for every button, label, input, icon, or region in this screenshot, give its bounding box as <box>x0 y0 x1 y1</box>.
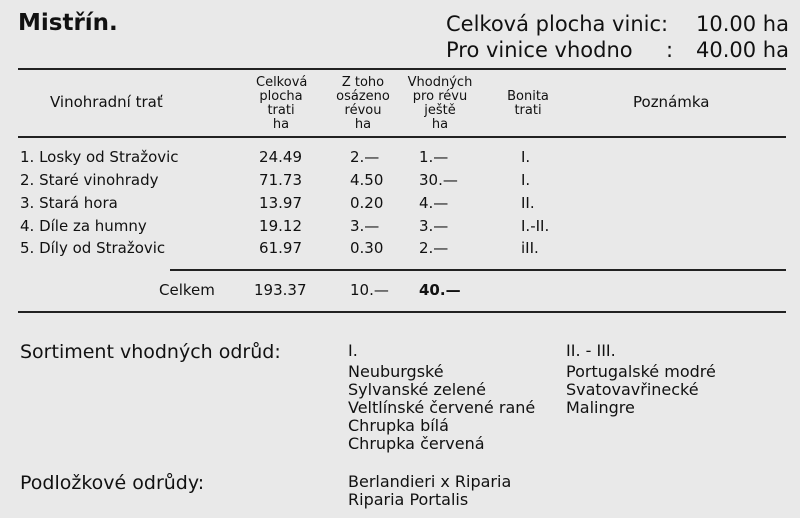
divider-header <box>18 136 786 138</box>
row-planted: 4.50 <box>350 171 384 189</box>
row-bonita: I. <box>521 148 531 166</box>
group1-list <box>348 363 535 453</box>
row-name: 1. Losky od Stražovic <box>20 148 179 166</box>
row-bonita: II. <box>521 194 535 212</box>
rootstock-label: Podložkové odrůdy: <box>20 472 205 494</box>
divider-top <box>18 68 786 70</box>
list-item: Malingre <box>566 398 635 417</box>
row-suitable: 2.— <box>419 239 449 257</box>
divider-total <box>170 269 786 271</box>
divider-bottom <box>18 311 786 313</box>
column-header-note: Poznámka <box>633 93 710 111</box>
list-item: Riparia Portalis <box>348 490 469 509</box>
list-item: Veltlínské červené rané <box>348 398 536 417</box>
list-item: Portugalské modré <box>566 362 716 381</box>
row-planted: 0.30 <box>350 239 384 257</box>
row-suitable: 1.— <box>419 148 449 166</box>
row-suitable: 4.— <box>419 194 449 212</box>
page-title: Mistřín. <box>18 10 118 36</box>
list-item: Chrupka bílá <box>348 416 449 435</box>
list-item: Sylvanské zelené <box>348 380 486 399</box>
row-name: 5. Díly od Stražovic <box>20 239 166 257</box>
row-area: 61.97 <box>259 239 302 257</box>
suitable-area-label: Pro vinice vhodno : <box>446 38 674 62</box>
list-item: Svatovavřinecké <box>566 380 699 399</box>
group1-heading: I. <box>348 341 358 360</box>
total-area: 193.37 <box>254 281 307 299</box>
rootstock-list <box>348 473 511 509</box>
row-bonita: I.-II. <box>521 217 550 235</box>
column-header-planted: Z toho osázeno révou ha <box>336 75 390 132</box>
sortiment-label: Sortiment vhodných odrůd: <box>20 341 281 363</box>
row-bonita: iII. <box>521 239 539 257</box>
row-area: 24.49 <box>259 148 302 166</box>
list-item: Neuburgské <box>348 362 444 381</box>
total-area-label: Celková plocha vinic: <box>446 12 669 36</box>
suitable-area-value: 40.00 ha <box>696 38 789 62</box>
column-header-area: Celková plocha trati ha <box>256 75 308 132</box>
row-area: 19.12 <box>259 217 302 235</box>
list-item: Chrupka červená <box>348 434 485 453</box>
total-area-summary <box>446 12 789 36</box>
total-planted: 10.— <box>350 281 389 299</box>
row-planted: 0.20 <box>350 194 384 212</box>
column-header-bonita: Bonita trati <box>507 89 549 118</box>
row-name: 2. Staré vinohrady <box>20 171 159 189</box>
row-name: 4. Díle za humny <box>20 217 147 235</box>
row-area: 71.73 <box>259 171 302 189</box>
total-suitable: 40.— <box>419 281 461 299</box>
total-label: Celkem <box>159 281 215 299</box>
row-bonita: I. <box>521 171 531 189</box>
suitable-area-summary <box>446 38 789 62</box>
row-suitable: 3.— <box>419 217 449 235</box>
row-planted: 3.— <box>350 217 380 235</box>
list-item: Berlandieri x Riparia <box>348 472 512 491</box>
group2-list <box>566 363 716 417</box>
row-name: 3. Stará hora <box>20 194 118 212</box>
group2-heading: II. - III. <box>566 341 616 360</box>
row-planted: 2.— <box>350 148 380 166</box>
row-area: 13.97 <box>259 194 302 212</box>
total-area-value: 10.00 ha <box>696 12 789 36</box>
row-suitable: 30.— <box>419 171 458 189</box>
column-header-suitable: Vhodných pro révu ještě ha <box>407 75 473 132</box>
column-header-name: Vinohradní trať <box>50 93 163 111</box>
